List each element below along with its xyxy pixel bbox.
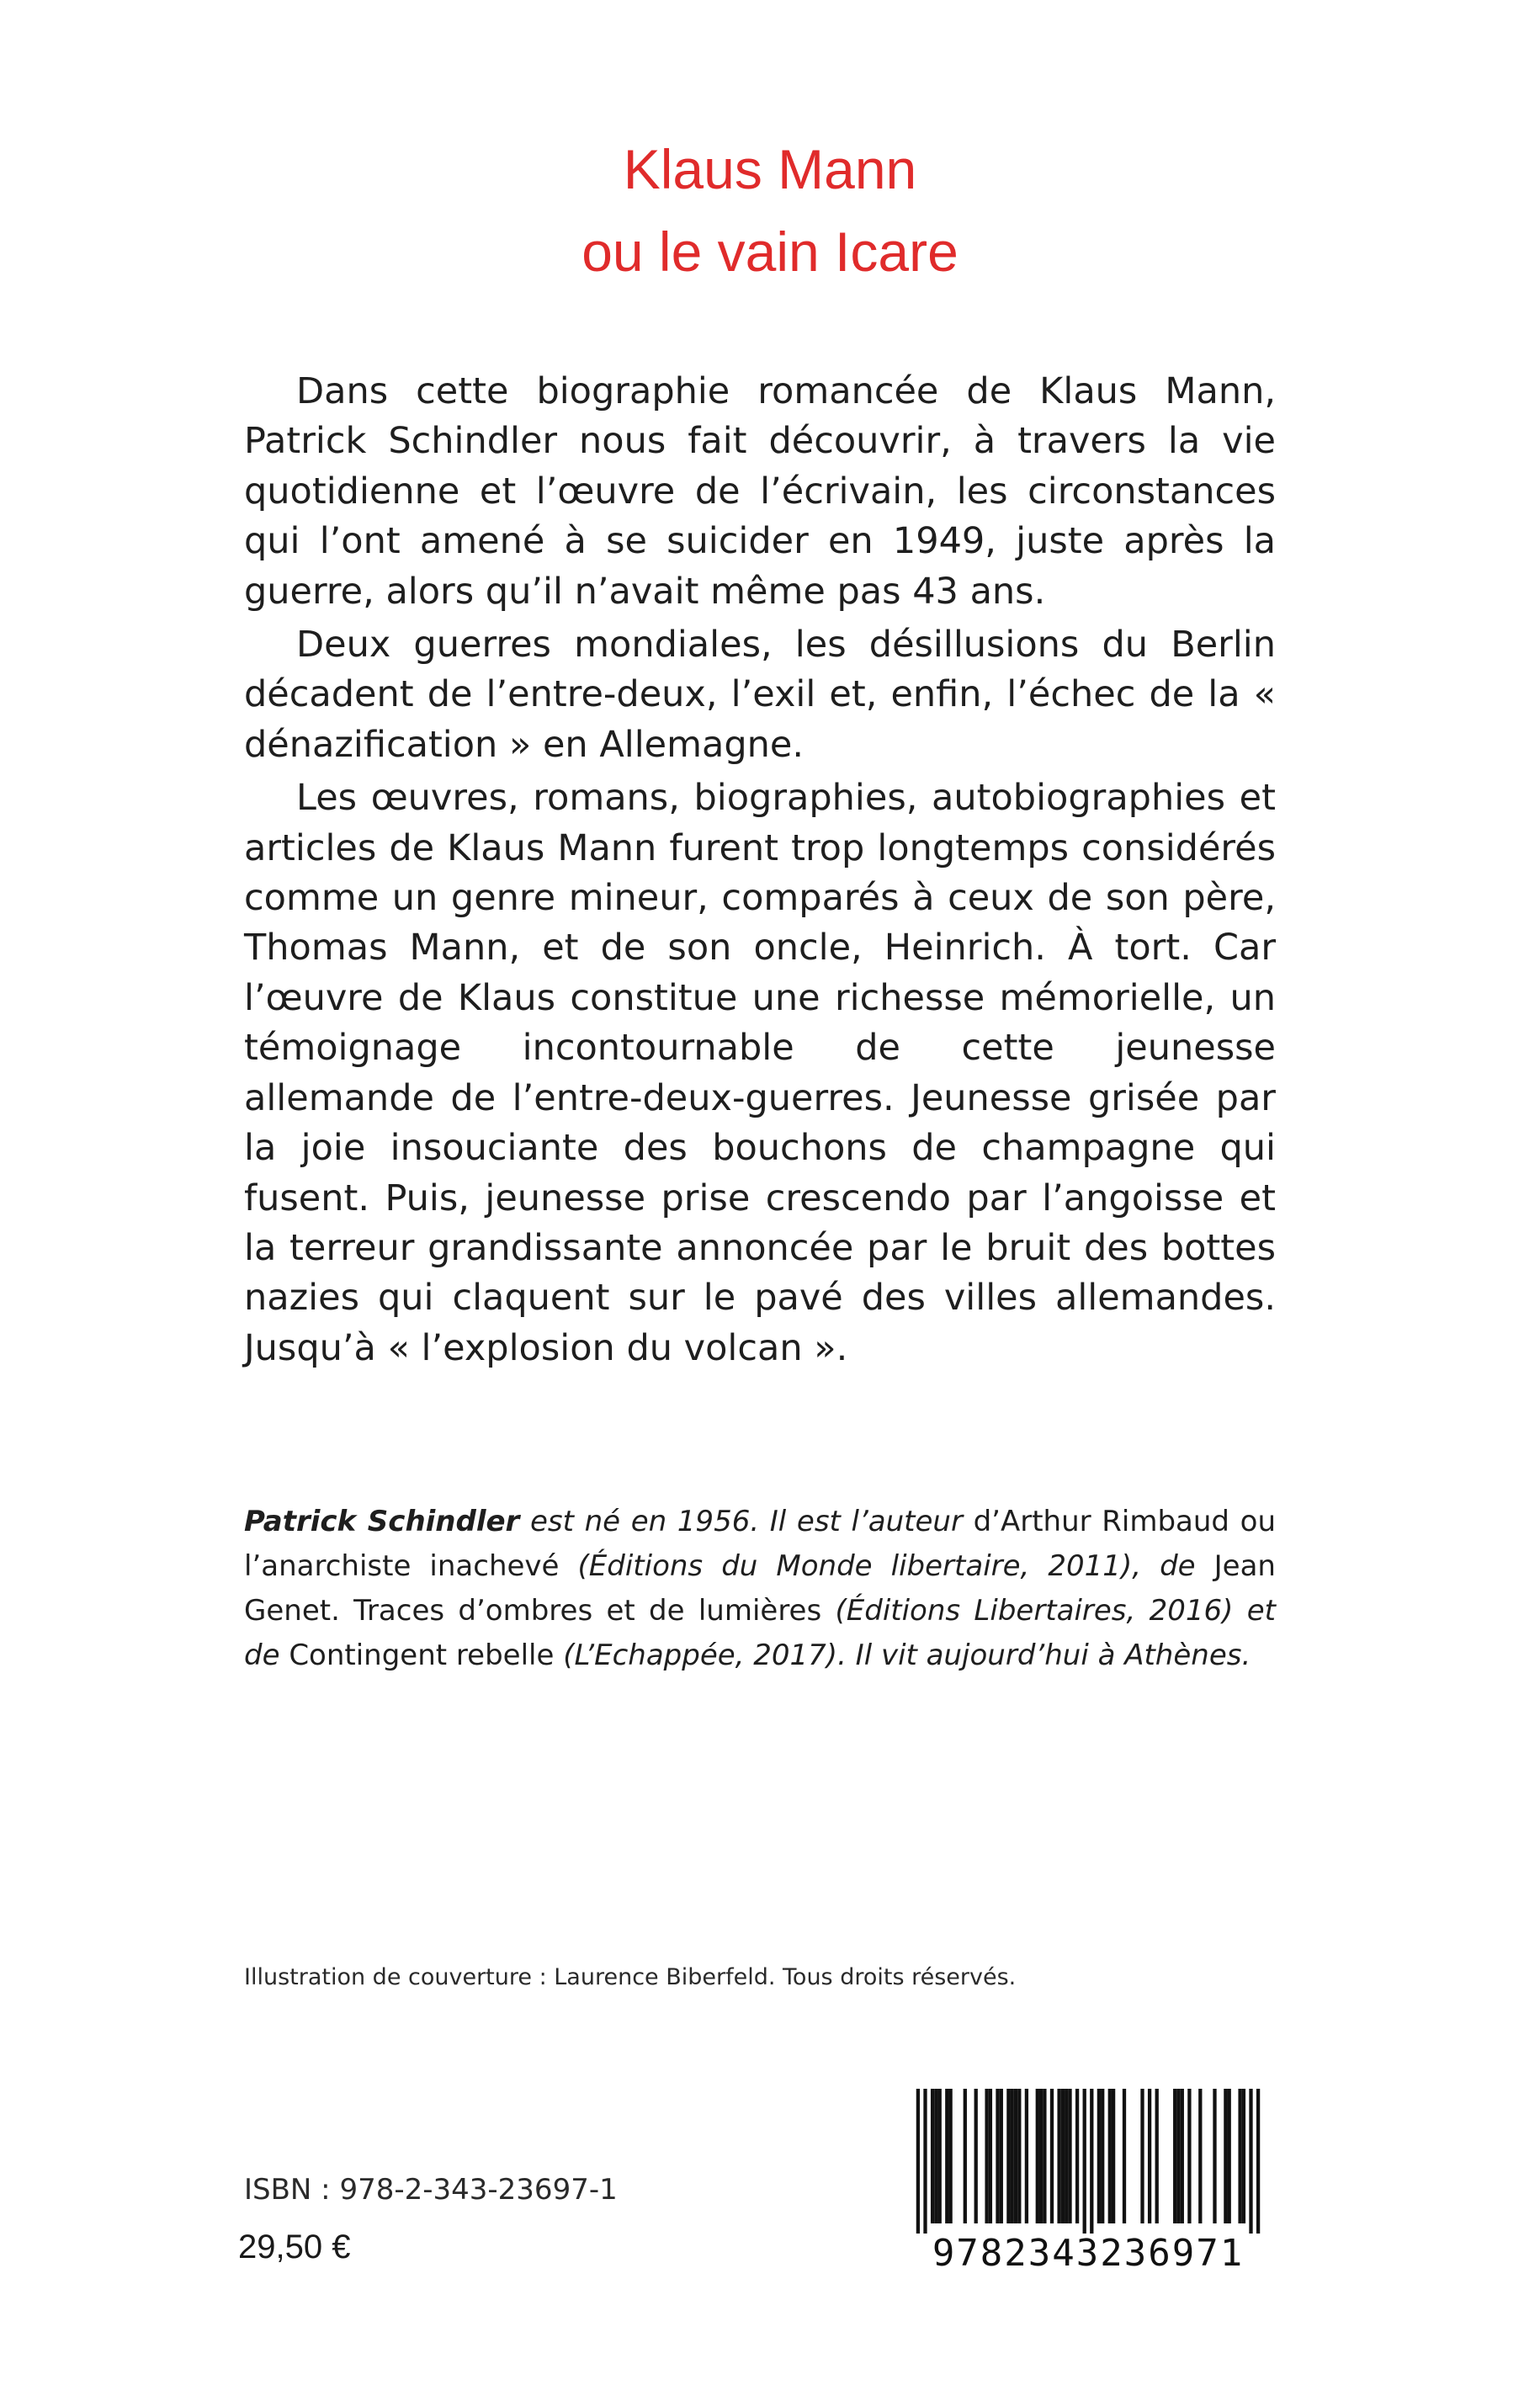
barcode-bar xyxy=(1238,2089,1241,2223)
barcode-bar xyxy=(1068,2089,1071,2223)
barcode-bar xyxy=(1036,2089,1039,2223)
barcode-bar xyxy=(1014,2089,1017,2223)
barcode-bar xyxy=(1065,2089,1068,2223)
barcode-bar xyxy=(1108,2089,1112,2223)
barcode-bar xyxy=(1057,2089,1060,2223)
barcode-bar xyxy=(1061,2089,1065,2223)
barcode-bar xyxy=(1000,2089,1003,2223)
barcode-bar xyxy=(1176,2089,1180,2223)
barcode-bar xyxy=(1101,2089,1104,2223)
barcode-bar xyxy=(1112,2089,1115,2223)
bio-segment-3: (Éditions du Monde libertaire, 2011), de xyxy=(559,1549,1214,1583)
barcode-bar xyxy=(1083,2089,1086,2234)
bio-author-name: Patrick Schindler xyxy=(244,1505,520,1538)
barcode-bar xyxy=(1025,2089,1028,2223)
barcode-bar xyxy=(1011,2089,1014,2223)
book-title xyxy=(0,128,1540,293)
bio-segment-5: (L’Echappée, 2017). Il vit aujourd’hui à Athènes. xyxy=(554,1639,1251,1672)
bio-book-1: Arthur Rimbaud ou l’anarchiste inachevé xyxy=(244,1505,1276,1583)
title-line-2: ou le vain Icare xyxy=(581,220,959,283)
bio-segment-4: (Éditions Libertaires, 2016) et de xyxy=(244,1594,1276,1672)
barcode-bar xyxy=(938,2089,942,2223)
barcode-bar xyxy=(964,2089,967,2223)
bio-book-2: Jean Genet. Traces d’ombres et de lumières xyxy=(244,1549,1276,1628)
barcode-bar xyxy=(916,2089,920,2234)
barcode-bar xyxy=(931,2089,934,2223)
title-line-1: Klaus Mann xyxy=(623,138,917,200)
barcode-bar xyxy=(1187,2089,1191,2223)
barcode-bar xyxy=(1173,2089,1176,2223)
barcode-bar xyxy=(989,2089,992,2223)
barcode-bar xyxy=(1148,2089,1151,2223)
barcode-bar xyxy=(1249,2089,1252,2234)
barcode-bar xyxy=(1198,2089,1202,2223)
barcode-bar xyxy=(1017,2089,1021,2223)
price-label: 29,50 € xyxy=(238,2228,351,2265)
blurb-paragraph-3: Les œuvres, romans, biographies, autobiographies et articles de Klaus Mann furent trop longtemps considérés comme un genre mineur, comparés à ceux de son père, Thomas Mann, et de son oncle, Heinrich. À tort. Car l’œuvre de Klaus constitue une richesse mémorielle, un témoignage incontournable de cette jeunesse allemande de l’entre-deux-guerres. Jeunesse grisée par la joie insouciante des bouchons de champagne qui fusent. Puis, jeunesse prise crescendo par l’angoisse et la terreur grandissante annoncée par le bruit des bottes nazies qui claquent sur le pavé des villes allemandes. Jusqu’à « l’explosion du volcan ». xyxy=(244,777,1276,1369)
bio-book-3: Contingent rebelle xyxy=(289,1639,555,1672)
barcode-bar xyxy=(1224,2089,1227,2223)
barcode-bar xyxy=(1006,2089,1010,2223)
cover-credit: Illustration de couverture : Laurence Biberfeld. Tous droits réservés. xyxy=(244,1964,1017,1990)
barcode-bar xyxy=(1155,2089,1159,2223)
barcode-bar xyxy=(1256,2089,1260,2234)
back-cover-blurb xyxy=(244,367,1276,1377)
barcode-bar xyxy=(1097,2089,1101,2223)
barcode-bar xyxy=(1039,2089,1043,2223)
barcode-bar xyxy=(1140,2089,1144,2223)
barcode xyxy=(895,2084,1281,2271)
barcode-bar xyxy=(1090,2089,1093,2234)
barcode-bar xyxy=(1050,2089,1054,2223)
barcode-bar xyxy=(1123,2089,1126,2223)
barcode-bar xyxy=(996,2089,999,2223)
barcode-bar xyxy=(985,2089,988,2223)
barcode-bar xyxy=(945,2089,948,2223)
isbn-label: ISBN : 978-2-343-23697-1 xyxy=(244,2173,618,2207)
barcode-bar xyxy=(1075,2089,1079,2223)
barcode-bar xyxy=(1181,2089,1184,2223)
author-bio xyxy=(244,1500,1276,1678)
barcode-bar xyxy=(934,2089,937,2223)
barcode-bar xyxy=(1043,2089,1046,2223)
barcode-bar xyxy=(1213,2089,1216,2223)
barcode-bar xyxy=(974,2089,978,2223)
bio-segment-1: est né en 1956. Il est l’auteur xyxy=(519,1505,974,1538)
barcode-bar xyxy=(948,2089,952,2223)
bio-segment-2: d’ xyxy=(973,1505,1001,1538)
barcode-digits: 9782343236971 xyxy=(932,2232,1245,2271)
barcode-bar xyxy=(1228,2089,1231,2223)
barcode-bar xyxy=(1242,2089,1245,2223)
barcode-bar xyxy=(923,2089,927,2234)
blurb-paragraph-1: Dans cette biographie romancée de Klaus Mann, Patrick Schindler nous fait découvrir, à travers la vie quotidienne et l’œuvre de l’écrivain, les circonstances qui l’ont amené à se suicider en 1949, juste après la guerre, alors qu’il n’avait même pas 43 ans. xyxy=(244,370,1276,613)
blurb-paragraph-2: Deux guerres mondiales, les désillusions du Berlin décadent de l’entre-deux, l’exil et, enfin, l’échec de la « dénazification » en Allemagne. xyxy=(244,624,1276,766)
